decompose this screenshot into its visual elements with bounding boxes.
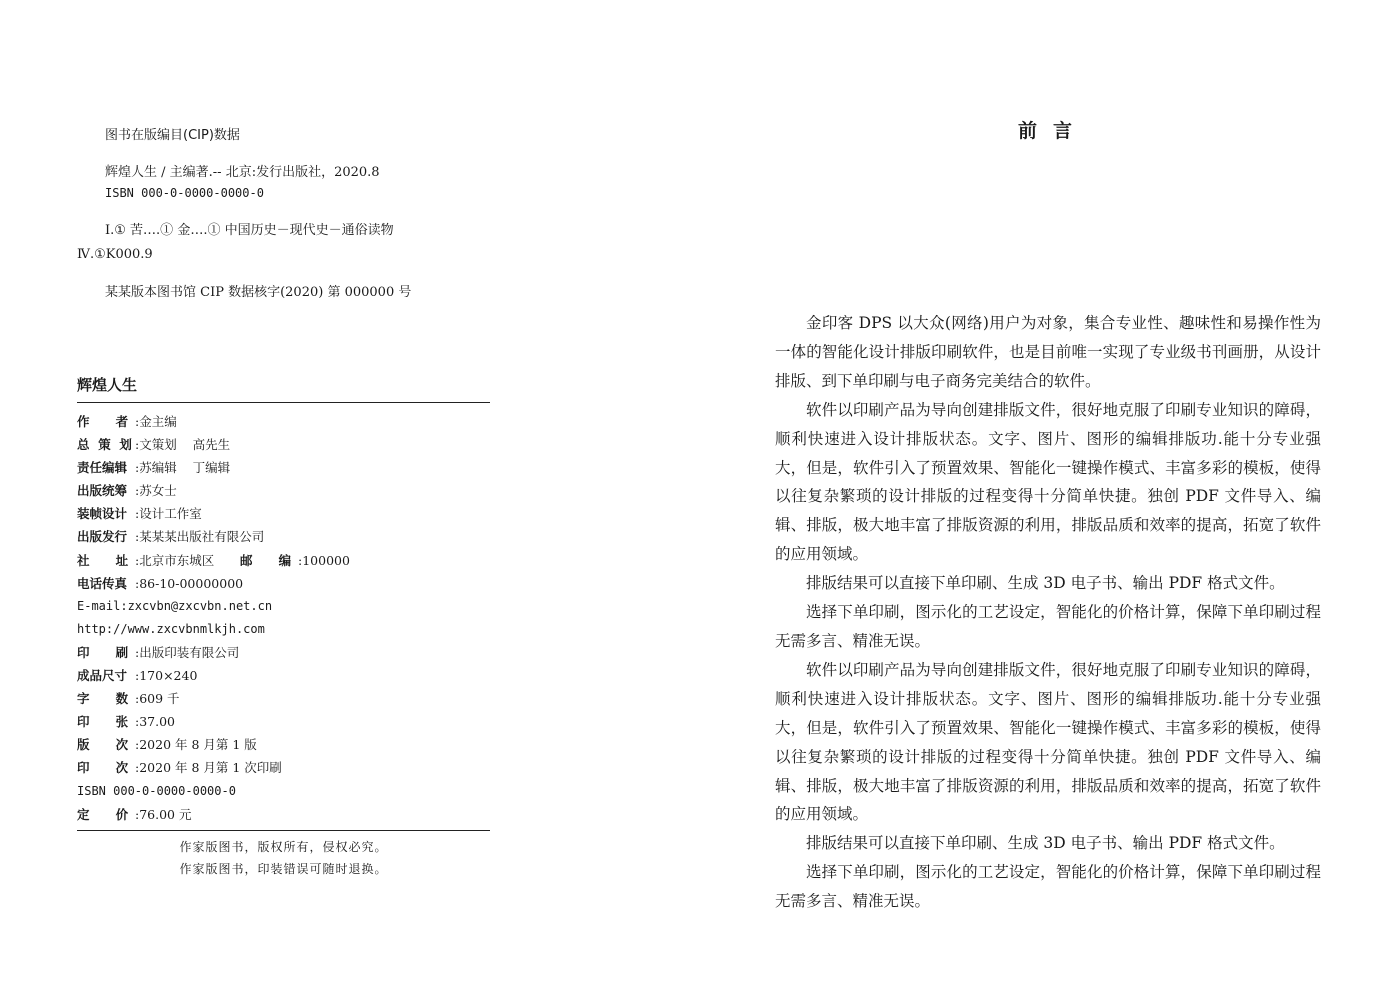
info-value: :76.00 元 <box>135 806 192 822</box>
preface-paragraph: 软件以印刷产品为导向创建排版文件，很好地克服了印刷专业知识的障碍，顺利快速进入设计排版状态。文字、图片、图形的编辑排版功.能十分专业强大，但是，软件引入了预置效果、智能化一键操作模式、丰富多彩的模板，使得以往复杂繁琐的设计排版的过程变得十分简单快捷。独创 PDF 文件导入、编辑、排版，极大地丰富了排版资源的利用，排版品质和效率的提高，拓宽了软件的应用领域。 <box>775 400 1321 564</box>
info-label: 电话传真 <box>77 575 128 591</box>
copyright-notice: 作家版图书，版权所有，侵权必究。 <box>179 840 388 854</box>
info-label: 总 策 划 <box>77 437 132 453</box>
info-row <box>77 710 490 733</box>
preface-paragraph: 软件以印刷产品为导向创建排版文件，很好地克服了印刷专业知识的障碍，顺利快速进入设计排版状态。文字、图片、图形的编辑排版功.能十分专业强大，但是，软件引入了预置效果、智能化一键操作模式、丰富多彩的模板，使得以往复杂繁琐的设计排版的过程变得十分简单快捷。独创 PDF 文件导入、编辑、排版，极大地丰富了排版资源的利用，排版品质和效率的提高，拓宽了软件的应用领域。 <box>775 660 1321 824</box>
info-row-address <box>77 549 490 572</box>
info-row <box>77 664 490 687</box>
info-row-email <box>77 595 490 618</box>
preface-page <box>699 0 1398 982</box>
info-label: 定 价 <box>77 806 129 822</box>
info-value: :苏女士 <box>135 483 177 499</box>
info-value: :170×240 <box>135 668 198 684</box>
cip-isbn: ISBN 000-0-0000-0000-0 <box>105 186 264 200</box>
info-value: :2020 年 8 月第 1 次印刷 <box>135 760 282 776</box>
info-label: 出版发行 <box>77 529 128 545</box>
info-value: :某某某出版社有限公司 <box>135 529 265 545</box>
info-row <box>77 433 490 456</box>
info-row <box>77 525 490 548</box>
preface-paragraph: 金印客 DPS 以大众(网络)用户为对象，集合专业性、趣味性和易操作性为一体的智能化设计排版印刷软件，也是目前唯一实现了专业级书刊画册，从设计排版、到下单印刷与电子商务完美结合的软件。 <box>775 314 1321 390</box>
cip-heading: 图书在版编目(CIP)数据 <box>105 128 240 143</box>
info-value: :37.00 <box>135 714 175 730</box>
publication-info-list <box>77 410 490 826</box>
info-value: :2020 年 8 月第 1 版 <box>135 737 257 753</box>
info-row <box>77 641 490 664</box>
info-label: 出版统筹 <box>77 483 128 499</box>
cip-bibliographic-line: 辉煌人生 / 主编著.-- 北京:发行出版社，2020.8 <box>105 165 380 180</box>
info-row <box>77 502 490 525</box>
info-row <box>77 687 490 710</box>
info-label: 印 张 <box>77 714 129 730</box>
info-row <box>77 733 490 756</box>
preface-paragraph: 选择下单印刷，图示化的工艺设定，智能化的价格计算，保障下单印刷过程无需多言、精准无误。 <box>775 863 1321 911</box>
info-row <box>77 479 490 502</box>
preface-paragraph: 选择下单印刷，图示化的工艺设定，智能化的价格计算，保障下单印刷过程无需多言、精准无误。 <box>775 603 1321 650</box>
info-label: 印 次 <box>77 760 129 776</box>
preface-body <box>775 309 1321 916</box>
info-value: :苏编辑 丁编辑 <box>135 460 231 476</box>
divider-bottom <box>77 830 490 831</box>
info-label: 装帧设计 <box>77 506 128 522</box>
cip-classification: I.① 苦….① 金….① 中国历史－现代史－通俗读物 Ⅳ.①K000.9 <box>77 223 394 262</box>
info-label: 责任编辑 <box>77 460 128 476</box>
postcode-label: 邮 编 <box>240 552 292 568</box>
info-value: :609 千 <box>135 691 180 707</box>
info-row <box>77 410 490 433</box>
info-row-isbn <box>77 780 490 803</box>
info-label: 作 者 <box>77 414 129 429</box>
print-error-notice: 作家版图书，印装错误可随时退换。 <box>179 862 388 876</box>
info-label: 字 数 <box>77 691 129 707</box>
preface-title: 前言 <box>1018 120 1089 142</box>
info-row <box>77 756 490 779</box>
email-text: E-mail:zxcvbn@zxcvbn.net.cn <box>77 598 273 613</box>
info-row-website <box>77 618 490 641</box>
website-text: http://www.zxcvbnmlkjh.com <box>77 621 265 636</box>
info-label: 社 址 <box>77 552 129 568</box>
divider-top <box>77 402 490 403</box>
info-value: :金主编 <box>135 414 177 429</box>
info-value: :文策划 高先生 <box>135 437 231 453</box>
info-row <box>77 572 490 595</box>
info-value: :86-10-00000000 <box>135 575 244 591</box>
info-label: 版 次 <box>77 737 129 753</box>
info-value: :设计工作室 <box>135 506 202 522</box>
postcode-value: :100000 <box>298 552 350 568</box>
info-value: :出版印装有限公司 <box>135 644 240 660</box>
info-label: 成品尺寸 <box>77 668 128 684</box>
info-label: 印 刷 <box>77 644 129 660</box>
cip-record-number: 某某版本图书馆 CIP 数据核字(2020) 第 000000 号 <box>105 285 412 300</box>
info-row <box>77 803 490 826</box>
preface-paragraph: 排版结果可以直接下单印刷、生成 3D 电子书、输出 PDF 格式文件。 <box>806 574 1285 593</box>
info-value: :北京市东城区 <box>135 552 215 568</box>
info-row <box>77 456 490 479</box>
preface-paragraph: 排版结果可以直接下单印刷、生成 3D 电子书、输出 PDF 格式文件。 <box>806 834 1285 853</box>
book-title: 辉煌人生 <box>77 376 138 394</box>
isbn-text: ISBN 000-0-0000-0000-0 <box>77 783 236 798</box>
